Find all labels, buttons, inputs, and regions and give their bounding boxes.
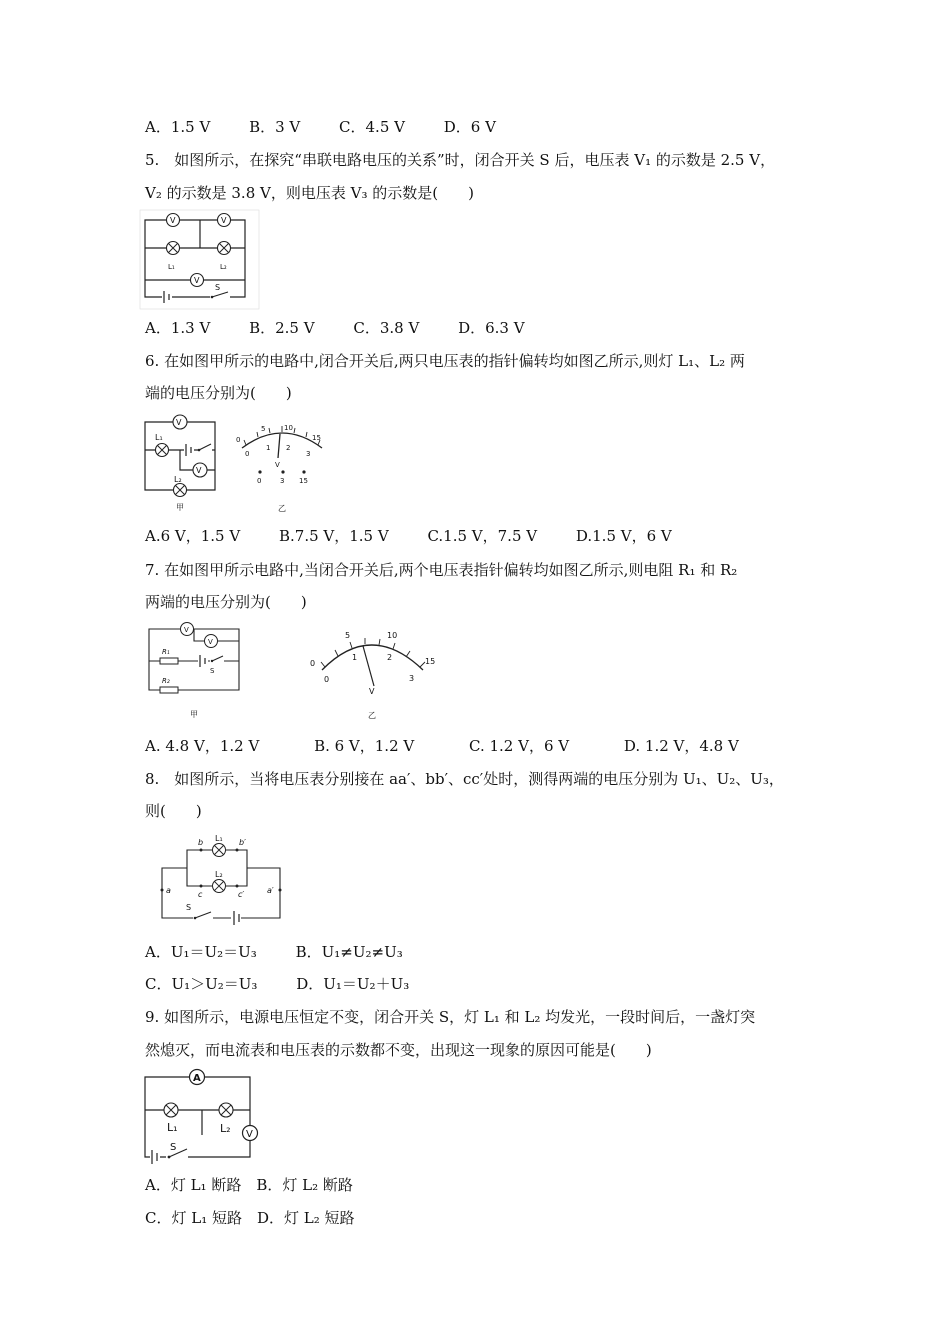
q6-option-c: C.1.5 V，7.5 V: [427, 527, 538, 545]
q9-battery: [150, 1150, 160, 1164]
q5-lamp-l1: [167, 242, 180, 255]
q7-option-d: D. 1.2 V，4.8 V: [623, 737, 739, 755]
q7-bottom-tick-3: 3: [409, 674, 415, 683]
q8-stem-line1: 8. 如图所示，当将电压表分别接在 aa′、bb′、cc′处时，测得两端的电压分别为 U₁、U₂、U₃，: [145, 770, 784, 788]
q9-options-row1: A．灯 L₁ 断路 B．灯 L₂ 断路: [145, 1176, 353, 1194]
q7-label-r2: R₂: [162, 677, 170, 685]
q6-options: [145, 526, 706, 546]
q7-resistor-r2: [160, 687, 178, 693]
q8-options-row2: [145, 974, 443, 994]
q6-lamp-l1: [156, 444, 169, 457]
q7-pointer: [363, 646, 374, 686]
q8-option-c: C．U₁＞U₂＝U₃: [145, 975, 258, 993]
q8-option-a: A．U₁＝U₂＝U₃: [145, 943, 257, 961]
q7-top-tick-10: 10: [387, 631, 398, 640]
q7-label-jia: 甲: [190, 710, 198, 719]
q8-option-b: B．U₁≠U₂≠U₃: [295, 943, 403, 961]
svg-text:V: V: [194, 276, 200, 285]
q7-voltmeter-dial-yi: [305, 626, 445, 722]
q5-voltmeter-v3: [191, 274, 204, 287]
q5-voltmeter-v1: [167, 214, 180, 227]
q6-label-yi: 乙: [278, 504, 286, 513]
q9-options-row2: C．灯 L₁ 短路 D．灯 L₂ 短路: [145, 1209, 355, 1227]
svg-text:V: V: [184, 626, 189, 634]
q7-option-b: B. 6 V，1.2 V: [314, 737, 415, 755]
q8-label-a-prime: a′: [267, 886, 274, 895]
q6-voltmeter-dial-yi: [228, 422, 328, 514]
q6-voltmeter-v1: [173, 415, 187, 429]
q7-top-tick-15: 15: [425, 657, 436, 666]
q6-pointer: [278, 434, 280, 458]
q8-lamp-l1: [213, 844, 226, 857]
q6-battery: [184, 444, 194, 456]
q5-voltmeter-v2: [218, 214, 231, 227]
q7-stem-line1: 7. 在如图甲所示电路中,当闭合开关后,两个电压表指针偏转均如图乙所示,则电阻 R₁ 和 R₂: [145, 561, 738, 579]
q6-unit-v: V: [275, 461, 280, 469]
q8-label-b: b: [198, 838, 204, 847]
q7-battery: [198, 655, 208, 667]
q6-bottom-tick-2: 2: [286, 444, 291, 452]
q5-option-d: D．6.3 V: [458, 319, 525, 337]
q8-label-c: c: [198, 890, 203, 899]
q7-bottom-tick-1: 1: [352, 653, 358, 662]
q8-option-d: D．U₁＝U₂＋U₃: [296, 975, 410, 993]
q7-voltmeter-v2: [205, 635, 218, 648]
q6-terminal-0: 0: [257, 477, 262, 485]
q8-lamp-l2: [213, 880, 226, 893]
q9-circuit-diagram: [140, 1065, 265, 1165]
q8-options-row1: [145, 942, 437, 962]
q4-option-a: A．1.5 V: [145, 118, 211, 136]
q4-option-c: C．4.5 V: [339, 118, 405, 136]
q4-option-b: B．3 V: [249, 118, 301, 136]
q6-option-d: D.1.5 V，6 V: [575, 527, 672, 545]
q6-dial-arc: [242, 433, 322, 448]
q6-switch: [198, 444, 212, 452]
q8-battery: [231, 911, 241, 925]
q9-stem-line1: 9. 如图所示，电源电压恒定不变，闭合开关 S，灯 L₁ 和 L₂ 均发光，一段时间后，一盏灯突: [145, 1008, 756, 1026]
q7-unit-v: V: [369, 687, 375, 696]
q6-terminal-3: 3: [280, 477, 285, 485]
q8-label-l2: L₂: [215, 870, 223, 879]
svg-text:V: V: [176, 418, 182, 427]
q6-option-b: B.7.5 V，1.5 V: [278, 527, 389, 545]
q7-label-s: S: [210, 667, 215, 675]
q6-top-tick-15: 15: [312, 434, 321, 442]
q6-bottom-tick-0: 0: [245, 450, 250, 458]
q7-top-tick-0: 0: [310, 659, 316, 668]
q5-option-b: B．2.5 V: [249, 319, 315, 337]
svg-text:V: V: [221, 216, 227, 225]
q7-options: [145, 736, 773, 756]
q9-label-l2: L₂: [220, 1122, 231, 1135]
q8-label-b-prime: b′: [239, 838, 246, 847]
q9-lamp-l1: [164, 1103, 178, 1117]
q5-battery: [162, 291, 172, 303]
q9-lamp-l2: [219, 1103, 233, 1117]
q9-label-l1: L₁: [167, 1121, 178, 1134]
q7-option-c: C. 1.2 V，6 V: [469, 737, 570, 755]
q7-bottom-tick-0: 0: [324, 675, 330, 684]
q6-voltmeter-v2: [193, 463, 207, 477]
q5-option-c: C．3.8 V: [353, 319, 420, 337]
q6-terminal-15: 15: [299, 477, 308, 485]
q5-stem-line1: 5. 如图所示，在探究“串联电路电压的关系”时，闭合开关 S 后，电压表 V₁ 的示数是 2.5 V，: [145, 151, 776, 169]
q9-label-a: A: [193, 1073, 201, 1084]
q7-switch: [210, 656, 224, 663]
q5-circuit-diagram: [140, 210, 260, 310]
q6-circuit-diagram-jia: [140, 410, 220, 512]
q4-option-d: D．6 V: [443, 118, 496, 136]
q5-label-s: S: [215, 283, 221, 292]
q5-label-l1: L₁: [168, 263, 175, 271]
svg-text:V: V: [196, 466, 202, 475]
q6-bottom-tick-1: 1: [266, 444, 271, 452]
q6-top-tick-0: 0: [236, 436, 241, 444]
q8-switch: [193, 912, 213, 921]
q8-label-a: a: [166, 886, 171, 895]
q6-stem-line2: 端的电压分别为( ): [145, 384, 292, 402]
q6-top-tick-10: 10: [284, 424, 293, 432]
q8-stem-line2: 则( ): [145, 802, 202, 820]
q7-voltmeter-v1: [181, 623, 194, 636]
q7-stem-line2: 两端的电压分别为( ): [145, 593, 307, 611]
q5-stem-line2: V₂ 的示数是 3.8 V，则电压表 V₃ 的示数是( ): [145, 184, 474, 202]
q5-options: [145, 318, 559, 338]
q6-label-l1: L₁: [155, 433, 163, 442]
q9-label-s: S: [170, 1142, 177, 1153]
q8-circuit-diagram: [157, 830, 287, 922]
q7-circuit-diagram-jia: [144, 619, 244, 721]
q7-top-tick-5: 5: [345, 631, 351, 640]
q7-label-yi: 乙: [368, 711, 376, 720]
q7-label-r1: R₁: [162, 648, 170, 656]
q7-dial-arc: [322, 645, 423, 670]
q5-label-l2: L₂: [220, 263, 227, 271]
q6-label-l2: L₂: [174, 475, 182, 484]
svg-text:V: V: [170, 216, 176, 225]
q4-options: [145, 117, 530, 137]
q6-option-a: A.6 V，1.5 V: [145, 527, 241, 545]
q9-stem-line2: 然熄灭，而电流表和电压表的示数都不变，出现这一现象的原因可能是( ): [145, 1041, 652, 1059]
q7-resistor-r1: [160, 658, 178, 664]
q8-label-c-prime: c′: [238, 890, 245, 899]
svg-text:V: V: [208, 638, 213, 646]
q6-lamp-l2: [174, 484, 187, 497]
q9-label-v: V: [246, 1129, 253, 1140]
q8-label-s: S: [186, 903, 192, 912]
q5-switch: [210, 292, 230, 300]
q5-option-a: A．1.3 V: [145, 319, 211, 337]
q7-bottom-tick-2: 2: [387, 653, 393, 662]
q6-label-jia: 甲: [176, 503, 184, 512]
q5-lamp-l2: [218, 242, 231, 255]
q6-stem-line1: 6. 在如图甲所示的电路中,闭合开关后,两只电压表的指针偏转均如图乙所示,则灯 L₁、L₂ 两: [145, 352, 745, 370]
q7-option-a: A. 4.8 V，1.2 V: [145, 737, 260, 755]
q6-top-tick-5: 5: [261, 425, 266, 433]
q8-label-l1: L₁: [215, 834, 223, 843]
q6-bottom-tick-3: 3: [306, 450, 311, 458]
